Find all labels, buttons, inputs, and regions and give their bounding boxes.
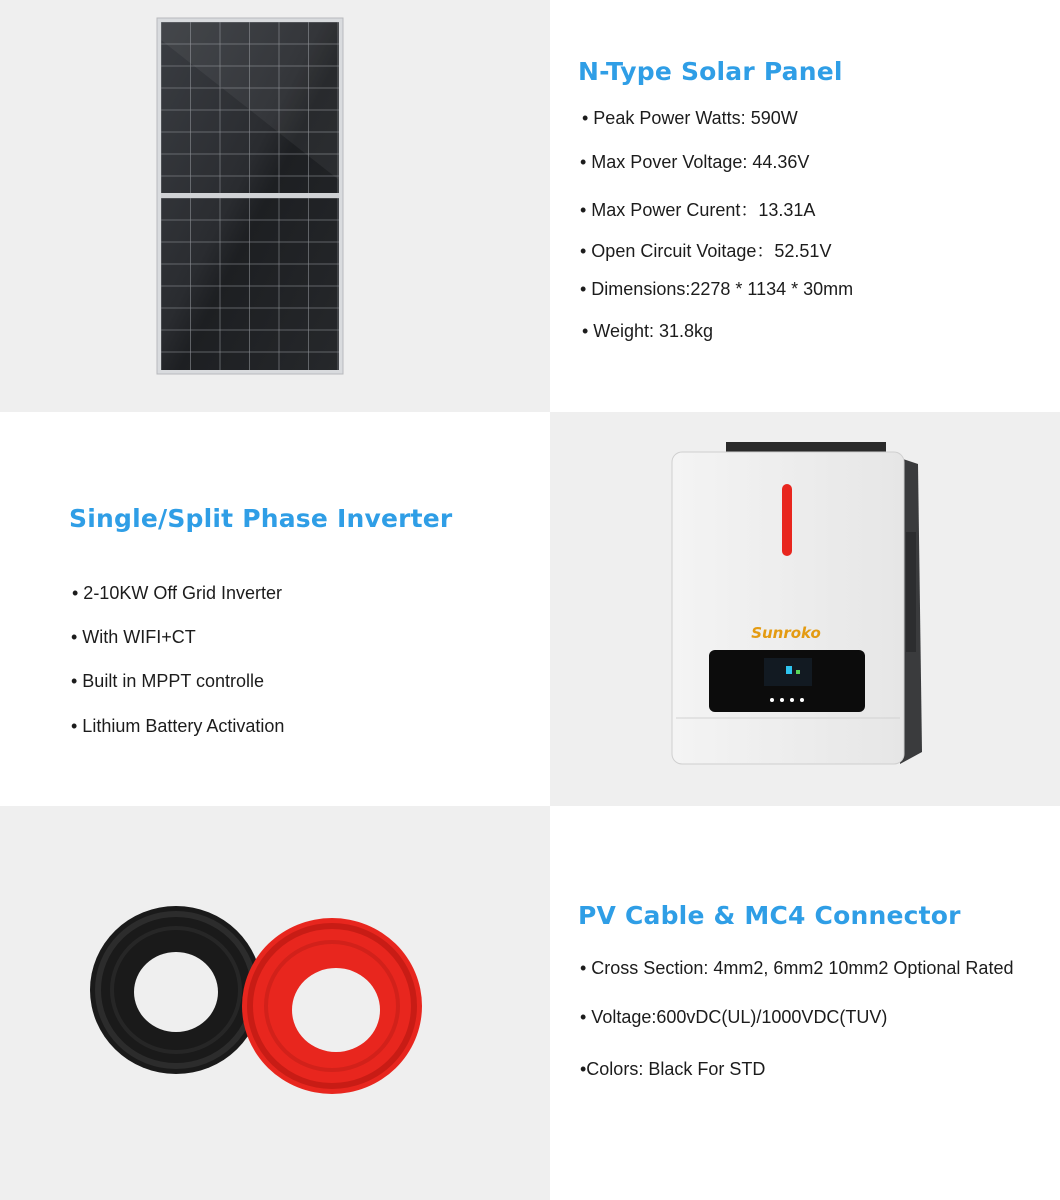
solar-panel-image-cell [0, 0, 550, 416]
spec-weight: • Weight: 31.8kg [582, 321, 714, 341]
section-title-inverter: Single/Split Phase Inverter [69, 504, 453, 533]
spec-open-circuit-voltage: • Open Circuit Voitage：52.51V [580, 241, 832, 261]
section-title-solar-panel: N-Type Solar Panel [578, 57, 843, 86]
spec-mppt: • Built in MPPT controlle [71, 671, 265, 691]
inverter-image [550, 412, 1060, 806]
cable-spec-cell [550, 806, 1060, 1200]
cable-image-cell [0, 806, 550, 1200]
spec-wifi-ct: • With WIFI+CT [71, 627, 196, 647]
spec-power-range: • 2-10KW Off Grid Inverter [72, 583, 283, 603]
spec-max-power-voltage: • Max Pover Voltage: 44.36V [580, 152, 810, 172]
spec-dimensions: • Dimensions:2278 * 1134 * 30mm [580, 279, 854, 299]
inverter-spec-cell [0, 416, 550, 806]
inverter-image-cell [550, 412, 1060, 806]
section-title-pv-cable: PV Cable & MC4 Connector [578, 901, 961, 930]
spec-max-power-current: • Max Power Curent：13.31A [580, 200, 816, 220]
solar-panel-image [0, 0, 550, 416]
spec-colors: •Colors: Black For STD [580, 1059, 766, 1079]
red-cable-coil [242, 918, 422, 1094]
spec-voltage-rating: • Voltage:600vDC(UL)/1000VDC(TUV) [580, 1007, 888, 1027]
spec-lithium-activation: • Lithium Battery Activation [71, 716, 285, 736]
solar-panel-spec-cell [550, 0, 1060, 412]
pv-cable-image [0, 806, 550, 1200]
inverter-brand-logo: Sunroko [751, 624, 821, 642]
spec-peak-power: • Peak Power Watts: 590W [582, 108, 798, 128]
black-cable-coil [90, 906, 262, 1074]
spec-cross-section: • Cross Section: 4mm2, 6mm2 10mm2 Optional Rated [580, 958, 1014, 978]
